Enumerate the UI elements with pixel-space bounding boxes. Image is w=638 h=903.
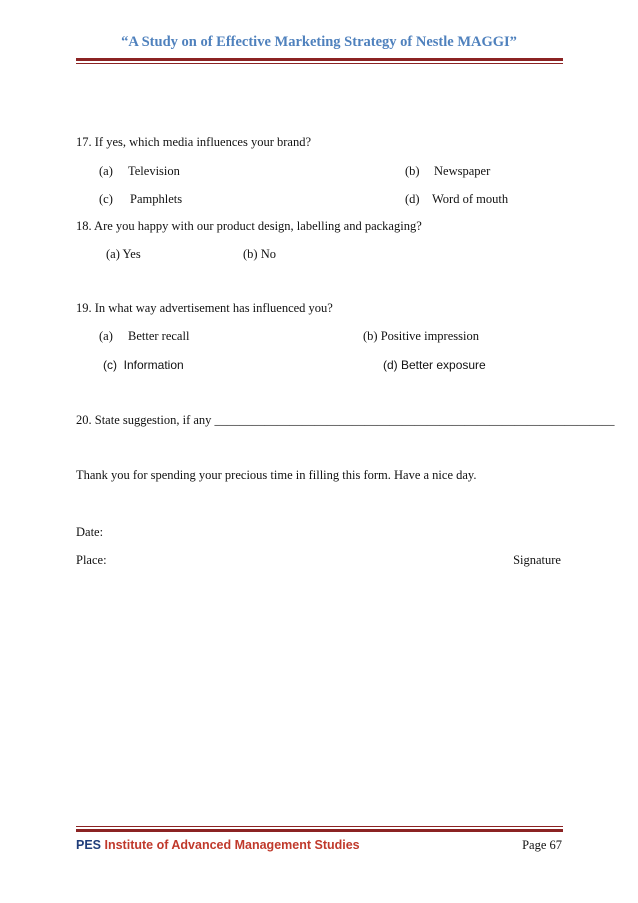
q19-option-a-text: Better recall [128, 329, 190, 343]
signature-label: Signature [513, 553, 561, 567]
footer-institute-prefix: PES [76, 838, 102, 852]
q19-option-a-letter: (a) [99, 329, 113, 343]
header-rule-thick [76, 58, 563, 61]
q18-option-a: (a) Yes [106, 247, 141, 261]
q19-option-c: (c) Information [103, 358, 184, 372]
q17-option-d-letter: (d) [405, 192, 420, 206]
question-19: 19. In what way advertisement has influenced you? [76, 301, 333, 315]
q19-option-d: (d) Better exposure [383, 358, 486, 372]
q17-option-c-letter: (c) [99, 192, 113, 206]
footer-rule-thick [76, 829, 563, 832]
page-header-title: “A Study on of Effective Marketing Strategy of Nestle MAGGI” [121, 34, 517, 50]
thank-you-text: Thank you for spending your precious time in filling this form. Have a nice day. [76, 468, 477, 482]
q17-option-d-text: Word of mouth [432, 192, 509, 206]
page-number: Page 67 [522, 838, 562, 852]
q17-option-b-letter: (b) [405, 164, 420, 178]
question-20: 20. State suggestion, if any ________________________________________________________________ [76, 413, 615, 427]
header-rule-thin [76, 63, 563, 64]
q18-option-b: (b) No [243, 247, 276, 261]
question-17: 17. If yes, which media influences your brand? [76, 135, 311, 149]
place-label: Place: [76, 553, 107, 567]
q17-option-b-text: Newspaper [434, 164, 491, 178]
date-label: Date: [76, 525, 104, 539]
q19-option-b: (b) Positive impression [363, 329, 479, 343]
q17-option-c-text: Pamphlets [130, 192, 183, 206]
footer-institute-name: Institute of Advanced Management Studies [104, 838, 360, 852]
q17-option-a-letter: (a) [99, 164, 113, 178]
question-18: 18. Are you happy with our product design, labelling and packaging? [76, 219, 422, 233]
q17-option-a-text: Television [128, 164, 180, 178]
footer-rule-thin [76, 826, 563, 827]
footer-institute [76, 838, 360, 852]
